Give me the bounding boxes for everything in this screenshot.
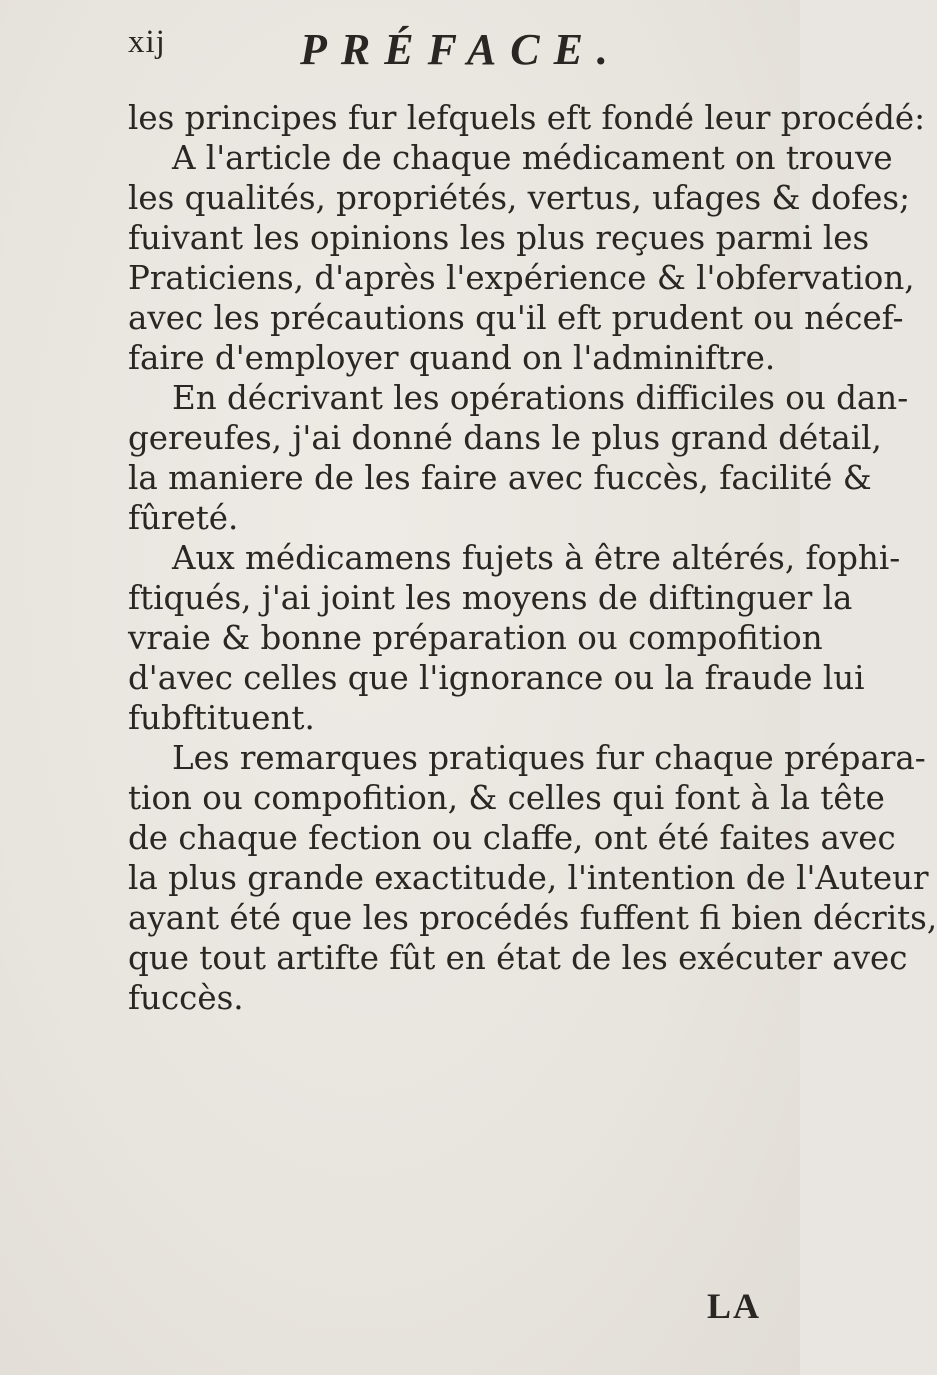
text-line: vraie & bonne préparation ou compofition (128, 619, 823, 657)
text-line: faire d'employer quand on l'adminiftre. (128, 339, 776, 377)
text-line: la plus grande exactitude, l'intention de l'Auteur (128, 859, 929, 897)
text-line: A l'article de chaque médicament on trouve (172, 139, 893, 177)
text-line: ftiqués, j'ai joint les moyens de diftinguer la (128, 579, 853, 617)
running-title: PRÉFACE. (300, 25, 622, 74)
page-header (0, 14, 800, 84)
body-text (128, 98, 937, 1018)
text-line: la maniere de les faire avec fuccès, facilité & (128, 459, 872, 497)
text-line: avec les précautions qu'il eft prudent ou nécef- (128, 299, 904, 337)
text-line: fuccès. (128, 979, 244, 1017)
text-line: d'avec celles que l'ignorance ou la fraude lui (128, 659, 865, 697)
text-line: fubftituent. (128, 699, 315, 737)
text-line: les qualités, propriétés, vertus, ufages & dofes; (128, 179, 911, 217)
text-line: ayant été que les procédés fuffent fi bien décrits, (128, 899, 937, 937)
text-line: de chaque fection ou claffe, ont été faites avec (128, 819, 896, 857)
text-line: En décrivant les opérations difficiles ou dan- (172, 379, 909, 417)
text-line: fuivant les opinions les plus reçues parmi les (128, 219, 870, 257)
text-line: Aux médicamens fujets à être altérés, fophi- (172, 539, 901, 577)
text-line: gereufes, j'ai donné dans le plus grand détail, (128, 419, 882, 457)
page-number: xij (128, 24, 166, 60)
text-line: tion ou compofition, & celles qui font à la tête (128, 779, 885, 817)
catchword: LA (707, 1286, 762, 1326)
text-line: Praticiens, d'après l'expérience & l'obfervation, (128, 259, 915, 297)
text-line: fûreté. (128, 499, 239, 537)
text-line: les principes fur lefquels eft fondé leur procédé: (128, 99, 926, 137)
text-line: que tout artifte fût en état de les exécuter avec (128, 939, 908, 977)
text-line: Les remarques pratiques fur chaque prépara- (172, 739, 926, 777)
